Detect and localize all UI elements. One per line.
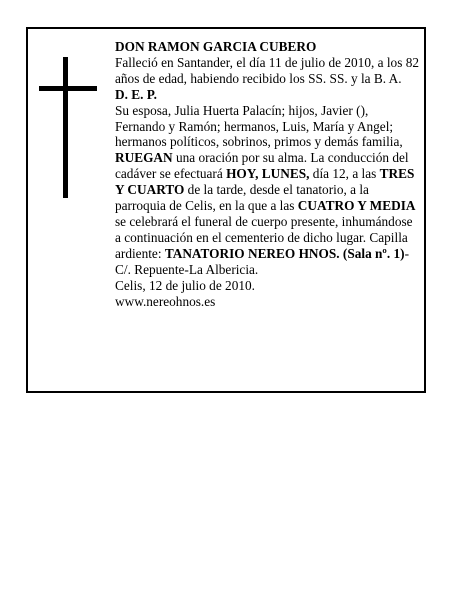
place-date: Celis, 12 de julio de 2010.: [115, 277, 255, 293]
address-text: - C/. Repuente-La Albericia.: [115, 245, 409, 277]
cross-horizontal-bar: [39, 86, 97, 91]
prayer-text: una oración por su alma. La conducción del cadáver se efectuará: [115, 150, 409, 182]
funeral-time-label: CUATRO Y MEDIA: [297, 198, 416, 214]
dep-label: D. E. P.: [115, 86, 157, 102]
family-text: Su esposa, Julia Huerta Palacín; hijos, Javier (), Fernando y Ramón; hermanos, Luis, María y Angel; hermanos políticos, sobrinos, primos y demás familia,: [115, 102, 403, 150]
cross-vertical-bar: [63, 57, 68, 198]
latin-cross-icon: [28, 29, 98, 229]
family-paragraph: [115, 103, 420, 278]
obituary-text: [115, 39, 420, 309]
ruegan-label: RUEGAN: [115, 150, 173, 166]
time-label: TRES Y CUARTO: [115, 166, 415, 198]
funeral-text: se celebrará el funeral de cuerpo presente, inhumándose a continuación en el cementerio de dicho lugar. Capilla ardiente:: [115, 213, 413, 261]
death-announcement: Falleció en Santander, el día 11 de julio de 2010, a los 82 años de edad, habiendo recibido los SS. SS. y la B. A.: [115, 54, 419, 86]
tanatorio-label: TANATORIO NEREO HNOS. (Sala nº. 1): [164, 245, 405, 261]
obituary-notice-frame: [26, 27, 426, 393]
day-label: HOY, LUNES,: [226, 166, 310, 182]
website-text: www.nereohnos.es: [115, 293, 216, 309]
deceased-name: DON RAMON GARCIA CUBERO: [115, 39, 317, 54]
day-text: día 12, a las: [309, 166, 380, 182]
time-text: de la tarde, desde el tanatorio, a la parroquia de Celis, en la que a las: [115, 182, 369, 214]
